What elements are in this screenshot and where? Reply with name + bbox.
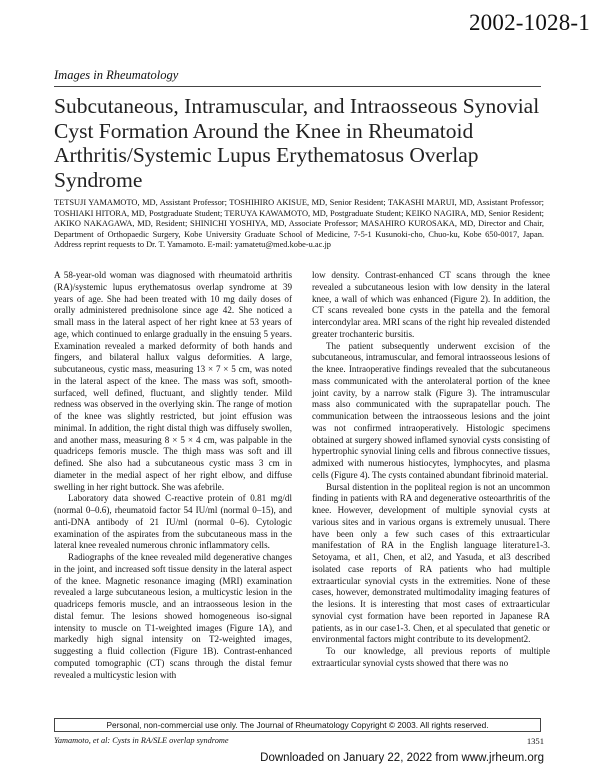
author-affiliations: TETSUJI YAMAMOTO, MD, Assistant Professor; TOSHIHIRO AKISUE, MD, Senior Resident; TAKASHI MARUI, MD, Assistant Professor; TOSHIAKI HITORA, MD, Postgraduate Student; TERUYA KAWAMOTO, MD, Postgraduate Student; KEIKO NAGIRA, MD, Senior Resident; AKIKO NAKAGAWA, MD, Resident; SHINICHI YOSHIYA, MD, Associate Professor; MASAHIRO KUROSAKA, MD, Director and Chair, Department of Orthopaedic Surgery, Kobe University Graduate School of Medicine, 7-5-1 Kusunoki-cho, Chuo-ku, Kobe 650-0017, Japan. Address reprint requests to Dr. T. Yamamoto. E-mail: yamatetu@med.kobe-u.ac.jp [54,198,544,250]
body-right-column [312,270,550,670]
section-divider [54,86,541,87]
paragraph: The patient subsequently underwent excision of the subcutaneous, intramuscular, and femoral intraosseous lesions of the knee. Intraoperative findings revealed that the subcutaneous mass communicated with the anterolateral portion of the knee joint cavity, by a narrow stalk (Figure 3). The intramuscular mass also communicated with the suprapatellar pouch. The communication between the intraosseous lesions and the joint was not confirmed intraoperatively. Histologic specimens obtained at surgery showed inflamed synovial cysts consisting of hypertrophic synovial lining cells and fibrous connective tissues, admixed with numerous histiocytes, lymphocytes, and plasma cells (Figure 4). The cysts contained abundant fibrinoid material. [312,340,550,480]
page-number: 1351 [526,736,544,746]
section-label: Images in Rheumatology [54,68,179,82]
copyright-notice: Personal, non-commercial use only. The Journal of Rheumatology Copyright © 2003. All rights reserved. [54,718,541,732]
paragraph: A 58-year-old woman was diagnosed with rheumatoid arthritis (RA)/systemic lupus erythematosus overlap syndrome at 39 years of age. She had been treated with 10 mg daily doses of orally administered prednisolone since age 42. She noticed a small mass in the lateral aspect of her right knee at 53 years of age, which continued to enlarge gradually in the ensuing 5 years. Examination revealed a marked deformity of both hands and fingers, and bilateral hallux valgus deformities. A large, subcutaneous, cystic mass, measuring 13 × 7 × 5 cm, was noted in the lateral aspect of the knee. The mass was soft, smooth-surfaced, well defined, fluctuant, and slightly tender. Mild redness was observed in the overlying skin. The range of motion of the knee was slightly restricted, but joint effusion was minimal. In addition, the right distal thigh was diffusely swollen, and another mass, measuring 8 × 5 × 4 cm, was palpable in the quadriceps femoris muscle. The thigh mass was soft and ill defined. She also had a subcutaneous cystic mass 3 cm in diameter in the medial aspect of her right elbow, and diffuse swelling in her right buttock. She was afebrile. [54,270,292,492]
download-notice: Downloaded on January 22, 2022 from www.jrheum.org [260,752,544,764]
document-id: 2002-1028-1 [468,10,590,35]
running-footer: Yamamoto, et al: Cysts in RA/SLE overlap syndrome [54,736,229,745]
paragraph: low density. Contrast-enhanced CT scans through the knee revealed a subcutaneous lesion with low density in the lateral knee, a wall of which was enhanced (Figure 2). In addition, the CT scans revealed bone cysts in the patella and the femoral intercondylar area. MRI scans of the right hip revealed distended greater trochanteric bursitis. [312,270,550,339]
body-left-column [54,270,292,681]
paragraph: Radiographs of the knee revealed mild degenerative changes in the joint, and increased soft tissue density in the lateral aspect of the knee. Magnetic resonance imaging (MRI) examination revealed a large subcutaneous lesion, a multicystic lesion in the quadriceps femoris muscle, and an intraosseous lesion in the distal femur. The lesions showed homogeneous iso-signal intensity to muscle on T1-weighted images (Figure 1A), and markedly high signal intensity on T2-weighted images, suggesting a fluid collection (Figure 1B). Contrast-enhanced computed tomographic (CT) scans through the distal femur revealed a multicystic lesion with [54,552,292,680]
paragraph: Laboratory data showed C-reactive protein of 0.81 mg/dl (normal 0–0.6), rheumatoid factor 54 IU/ml (normal 0–15), and anti-DNA antibody of 21 IU/ml (normal 0–6). Cytologic examination of the aspirates from the subcutaneous mass in the lateral knee revealed numerous chronic inflammatory cells. [54,493,292,551]
article-title: Subcutaneous, Intramuscular, and Intraosseous Synovial Cyst Formation Around the Knee in Rheumatoid Arthritis/Systemic Lupus Erythematosus Overlap Syndrome [54,94,540,192]
paragraph: To our knowledge, all previous reports of multiple extraarticular synovial cysts showed that there was no [312,646,550,668]
paragraph: Bursal distention in the popliteal region is not an uncommon finding in patients with RA and degenerative osteoarthritis of the knee. However, development of multiple synovial cysts at various sites and in various organs is extremely unusual. There have been only a few such cases of this extraarticular manifestation of RA in the English language literature1-3. Setoyama, et al1, Chen, et al2, and Yasuda, et al3 described isolated case reports of RA patients who had multiple extraarticular synovial cysts in the extremities. None of these cases, however, demonstrated multimodality imaging features of the lesions. It is interesting that most cases of extraarticular synovial cyst formation have been reported in Japanese RA patients, as in our case1-3. Chen, et al speculated that genetic or environmental factors might contribute to its development2. [312,481,550,645]
